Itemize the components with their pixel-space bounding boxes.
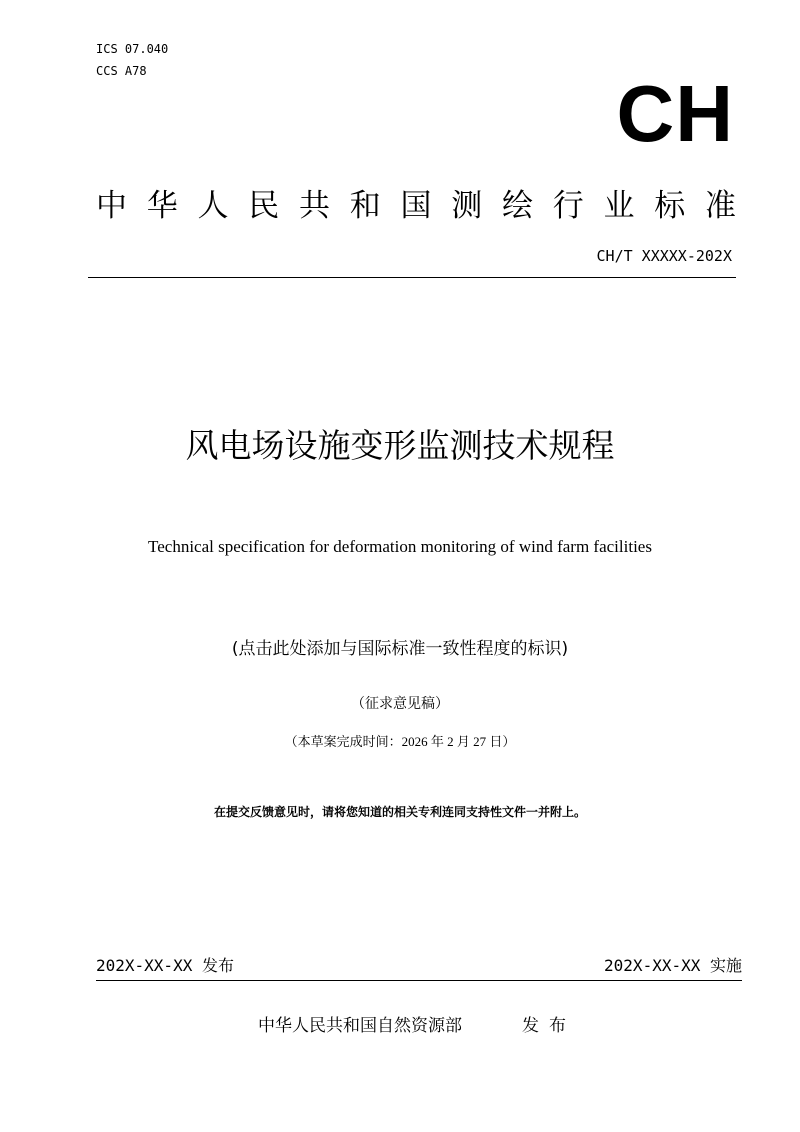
patent-notice: 在提交反馈意见时，请将您知道的相关专利连同支持性文件一并附上。 [213,805,586,819]
issuing-authority: 中华人民共和国自然资源部 [258,1016,462,1036]
draft-stage: （征求意见稿） [351,697,449,712]
implement-date: 202X-XX-XX 实施 [604,956,742,975]
ccs-code: CCS A78 [96,64,147,78]
conformity-placeholder[interactable]: (点击此处添加与国际标准一致性程度的标识) [231,639,569,659]
header-divider [88,277,736,278]
document-title-english: Technical specification for deformation monitoring of wind farm facilities [148,537,652,556]
issuing-action: 发布 [522,1016,576,1036]
document-title-chinese: 风电场设施变形监测技术规程 [185,426,615,465]
standard-category-title: 中华人民共和国测绘行业标准 [96,188,736,224]
standard-number: CH/T XXXXX-202X [596,247,732,265]
publish-date: 202X-XX-XX 发布 [96,956,234,975]
footer-divider [96,980,742,981]
draft-completion-date: （本草案完成时间：2026 年 2 月 27 日） [284,734,516,749]
ch-logo: CH [616,69,734,158]
ics-code: ICS 07.040 [96,42,169,56]
